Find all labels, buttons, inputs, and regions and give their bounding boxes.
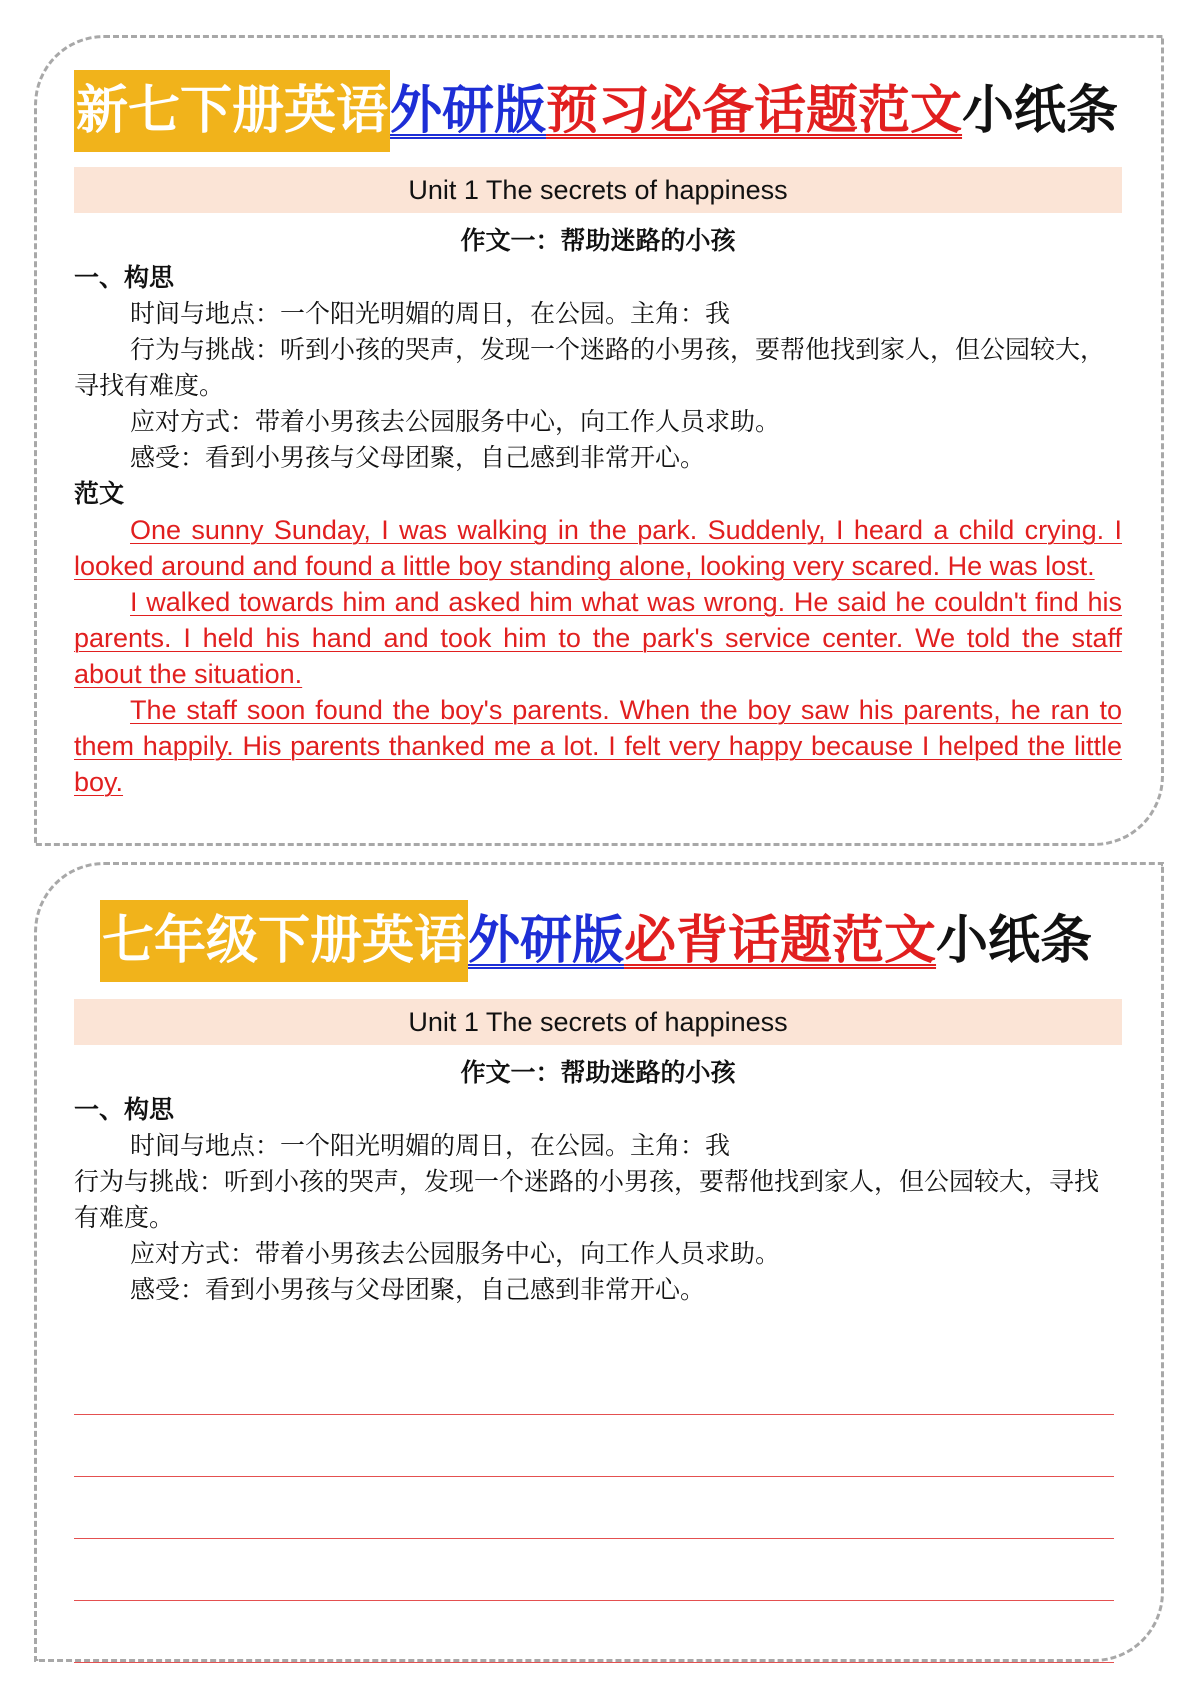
note-card-preview	[34, 35, 1164, 846]
title-suffix-segment: 小纸条	[936, 911, 1093, 971]
idea-line: 时间与地点：一个阳光明媚的周日，在公园。主角：我	[130, 299, 731, 328]
writing-line[interactable]	[74, 1601, 1114, 1663]
note-card-practice	[34, 862, 1164, 1662]
title-topic-segment: 必背话题范文	[624, 911, 937, 971]
essay-title: 作文一：帮助迷路的小孩	[460, 1058, 736, 1087]
title-edition-segment: 外研版	[468, 911, 625, 971]
idea-heading: 一、构思	[74, 1095, 175, 1124]
writing-line[interactable]	[74, 1415, 1114, 1477]
essay-paragraph: I walked towards him and asked him what was wrong. He said he couldn't find his parents. I held his hand and took him to the park's service center. We told the staff about the situation.	[74, 587, 1122, 689]
writing-line[interactable]	[74, 1477, 1114, 1539]
idea-line: 感受：看到小男孩与父母团聚，自己感到非常开心。	[130, 443, 706, 472]
title-highlight-segment: 新七下册英语	[74, 70, 390, 152]
idea-line: 应对方式：带着小男孩去公园服务中心，向工作人员求助。	[130, 1239, 781, 1268]
writing-lines[interactable]	[74, 1353, 1114, 1663]
card-content	[74, 260, 1122, 800]
unit-banner: Unit 1 The secrets of happiness	[74, 167, 1122, 213]
unit-banner: Unit 1 The secrets of happiness	[74, 999, 1122, 1045]
writing-line[interactable]	[74, 1539, 1114, 1601]
sample-heading: 范文	[74, 479, 125, 508]
title-highlight-segment: 七年级下册英语	[100, 900, 468, 982]
card-title	[100, 900, 1092, 982]
card-title	[74, 70, 1118, 152]
idea-line: 感受：看到小男孩与父母团聚，自己感到非常开心。	[130, 1275, 706, 1304]
essay-title: 作文一：帮助迷路的小孩	[460, 226, 736, 255]
idea-line: 时间与地点：一个阳光明媚的周日，在公园。主角：我	[130, 1131, 731, 1160]
essay-paragraph: One sunny Sunday, I was walking in the park. Suddenly, I heard a child crying. I looked around and found a little boy standing alone, looking very scared. He was lost.	[74, 515, 1122, 581]
title-suffix-segment: 小纸条	[962, 81, 1119, 141]
writing-line[interactable]	[74, 1353, 1114, 1415]
idea-line: 行为与挑战：听到小孩的哭声，发现一个迷路的小男孩，要帮他找到家人，但公园较大，寻找有难度。	[74, 335, 1106, 400]
idea-line: 行为与挑战：听到小孩的哭声，发现一个迷路的小男孩，要帮他找到家人，但公园较大，寻找有难度。	[74, 1167, 1100, 1232]
essay-paragraph: The staff soon found the boy's parents. When the boy saw his parents, he ran to them happily. His parents thanked me a lot. I felt very happy because I helped the little boy.	[74, 695, 1122, 797]
idea-heading: 一、构思	[74, 263, 175, 292]
title-edition-segment: 外研版	[390, 81, 547, 141]
title-topic-segment: 预习必备话题范文	[546, 81, 963, 141]
card-content	[74, 1092, 1122, 1308]
idea-line: 应对方式：带着小男孩去公园服务中心，向工作人员求助。	[130, 407, 781, 436]
